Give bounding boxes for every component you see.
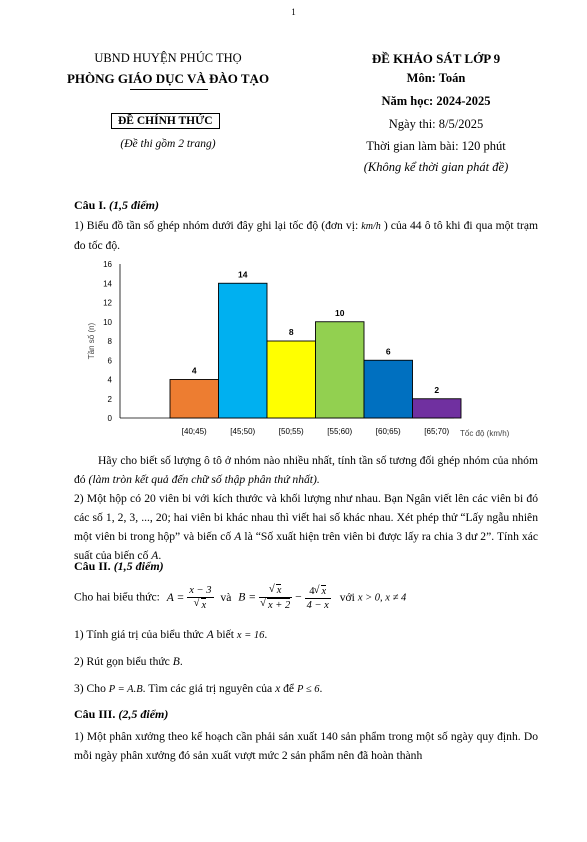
bar-data-label: 14 [238,269,248,280]
q1-p2-a: Hãy cho biết số lượng ô tô ở nhóm nào nhiều nhất, tính tần số tương đối ghép nhóm của nhóm đó [74,454,538,486]
q1-p3-b: là “Số xuất hiện trên viên bi được lấy ra chia 3 dư 2”. Tính xác suất của biến cố [74,530,538,562]
q1-p1-b: ) của 44 ô tô khi đi qua một trạm đo tốc độ. [74,219,538,252]
q2-points: (1,5 điểm) [113,559,164,573]
exam-title: ĐỀ KHẢO SÁT LỚP 9 [371,51,501,66]
q2-i3-b: . Tìm các giá trị nguyên của [142,682,273,695]
q3-title: Câu III. [74,707,116,721]
exam-duration: Thời gian làm bài: 120 phút [366,139,506,153]
q2-condition: x > 0, x ≠ 4 [357,592,407,604]
q2-item3 [74,679,538,699]
q1-p1-unit: km/h [361,221,381,232]
x-axis-label: Tốc độ (km/h) [460,429,510,438]
exam-date: Ngày thi: 8/5/2025 [388,117,484,131]
q2-intro: Cho hai biểu thức: [74,590,160,604]
q2-A-fraction [187,585,213,612]
q2-i2-end: . [179,655,183,668]
issuer-underline [130,89,208,90]
exam-year: Năm học: 2024-2025 [381,94,491,108]
x-tick-label: [65;70) [424,427,450,436]
q2-i1-a: 1) Tính giá trị của biểu thức [74,628,204,641]
y-tick-label: 0 [107,414,112,423]
q1-p3-A1: A [234,530,242,543]
q1-heading [74,198,159,213]
q1-points: (1,5 điểm) [109,198,160,212]
y-tick-label: 4 [107,375,112,385]
q1-p3-a: 2) Một hộp có 20 viên bi với kích thước và khối lượng như nhau. Bạn Ngân viết lên các viên bi đó các số 1, 2, 3, ..., 20; hai viên bi khác nhau thì viết hai số khác nhau. Xét phép thử “Lấy ngẫu nhiên một viên bi trong hộp” và biến cố [74,492,538,543]
q2-i1-A: A [206,628,214,641]
bar-data-label: 8 [288,327,294,337]
histogram-bar [364,360,413,418]
q2-B2-denominator: 4 − x [306,599,329,611]
q3-points: (2,5 điểm) [118,707,169,721]
bar-data-label: 10 [335,307,345,318]
histogram-bar [316,322,365,418]
q2-i2-B: B [172,655,180,668]
x-tick-label: [55;60) [327,427,353,436]
x-tick-label: [45;50) [230,427,256,436]
q1-p3-end: . [158,549,162,562]
pages-note: (Đề thi gồm 2 trang) [120,138,216,150]
q3-heading [74,707,168,722]
q2-A-denominator: √ x [201,598,207,612]
q1-paragraph2 [74,451,538,489]
q2-formula-line [74,584,406,612]
q2-i3-end: . [319,682,323,695]
q2-i3-ineq: P ≤ 6 [296,684,320,695]
q3-paragraph1: 1) Một phân xưởng theo kế hoạch cần phải sản xuất 140 sản phẩm trong một số ngày quy định. Do mỗi ngày phân xưởng đó sản xuất vượt mức 2 sản phẩm nên đã hoàn thành [74,730,538,762]
y-tick-label: 10 [103,317,112,327]
q2-B2-coef: 4 [309,585,315,597]
q2-i3-x: x [275,682,281,695]
q1-paragraph3 [74,489,538,565]
q2-i1-b: biết [216,628,234,641]
q2-i1-val: x = 16 [236,630,265,641]
y-tick-label: 14 [103,279,112,289]
q2-A-lhs: A = [166,590,185,604]
q2-item2 [74,652,538,671]
official-badge: ĐỀ CHÍNH THỨC [111,113,220,129]
y-tick-label: 6 [107,356,112,366]
histogram-bar [413,399,462,418]
q2-i3-P: P = A.B [108,684,143,695]
q2-title: Câu II. [74,559,111,573]
q2-item1 [74,625,538,645]
histogram-bar [170,380,219,419]
q1-paragraph1 [74,216,538,255]
x-tick-label: [50;55) [278,427,304,436]
page-number: 1 [291,7,296,17]
y-tick-label: 8 [107,337,112,346]
issuer-line2: PHÒNG GIÁO DỤC VÀ ĐÀO TẠO [66,71,270,86]
issuer-line1: UBND HUYỆN PHÚC THỌ [94,51,242,65]
exam-subject: Môn: Toán [406,71,466,85]
q2-i3-a: 3) Cho [74,682,106,695]
q2-B2-fraction [305,585,331,612]
q2-i2-a: 2) Rút gọn biểu thức [74,655,170,668]
q2-i3-c: để [283,682,295,695]
q1-p1-a: 1) Biểu đồ tần số ghép nhóm dưới đây ghi lại tốc độ (đơn vị: [74,219,359,232]
q2-minus: − [295,590,302,604]
q2-B-lhs: B = [238,590,257,604]
q2-heading [74,559,164,574]
q1-p3-A2: A [151,549,159,562]
q2-B1-numerator: √ x [276,584,282,597]
q2-cond-a: với [339,590,355,604]
y-axis-label: Tần số (n) [87,322,96,360]
x-tick-label: [40;45) [181,427,207,436]
histogram-bar [219,283,268,418]
q2-B1-denominator: √ x + 2 [267,598,290,612]
x-tick-label: [60;65) [375,427,401,436]
y-tick-label: 12 [103,298,112,308]
y-tick-label: 16 [103,260,112,269]
histogram-chart [74,252,544,444]
bar-data-label: 4 [191,365,197,376]
bar-data-label: 2 [434,384,440,395]
bar-data-label: 6 [385,346,391,357]
q2-and: và [220,590,232,604]
q1-p2-b: (làm tròn kết quả đến chữ số thập phân thứ nhất). [88,473,320,486]
q1-title: Câu I. [74,198,107,212]
exam-duration-note: (Không kể thời gian phát đề) [363,160,509,174]
q2-B1-fraction [259,584,292,612]
q2-i1-end: . [264,628,268,641]
q2-B2-numerator: √ x [321,585,327,598]
q2-A-numerator: x − 3 [189,584,212,596]
histogram-bar [267,341,316,418]
y-tick-label: 2 [107,394,112,404]
